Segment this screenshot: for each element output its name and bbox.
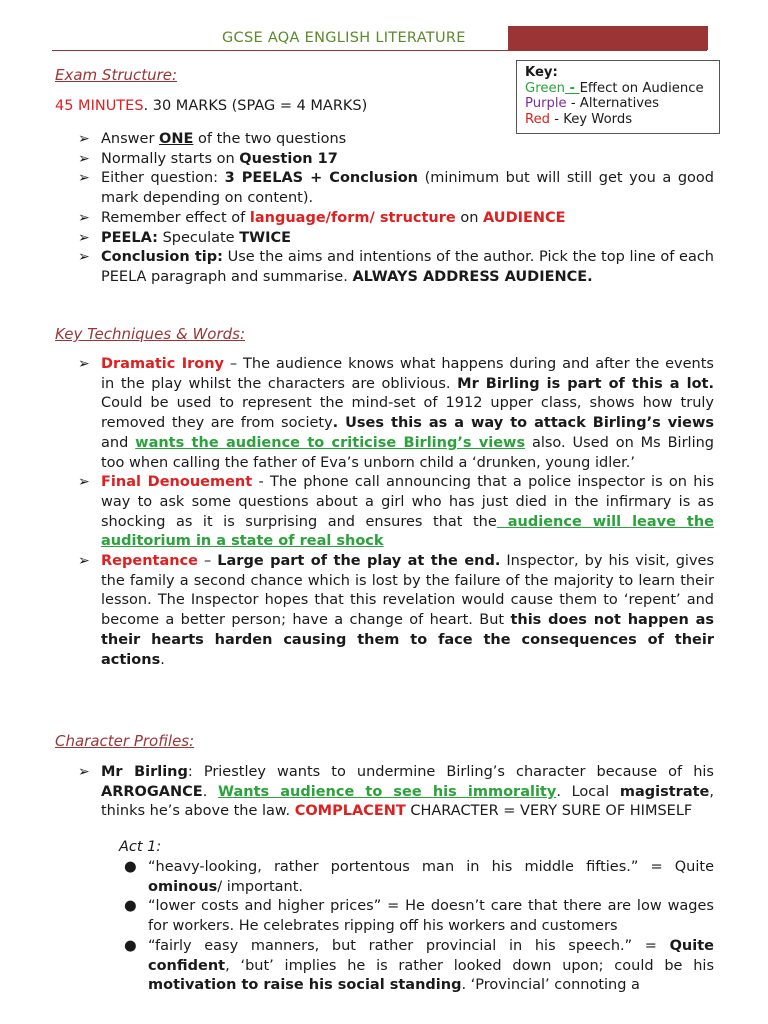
arrow-bullet-icon: ➢ — [78, 764, 90, 780]
list-item: ➢ Mr Birling: Priestley wants to undermine Birling’s character because of his ARROGANCE. Wants audience to see his immorality. Local magistrate, thinks he’s above the law. COMPLACENT CHARACTER = VERY SURE OF HIMSELF — [78, 764, 714, 820]
arrow-bullet-icon: ➢ — [78, 249, 90, 266]
list-item: ➢ Dramatic Irony – The audience knows what happens during and after the events in the play whilst the characters are oblivious. Mr Birling is part of this a lot. Could be used to represent the mind-set of 1912 upper class, shows how truly removed they are from society. Uses this as a way to attack Birling’s views and wants the audience to criticise Birling’s views also. Used on Ms Birling too when calling the father of Eva’s unborn child a ‘drunken, young idler.’ — [78, 356, 714, 471]
page-header — [52, 26, 707, 50]
list-item: ● “fairly easy manners, but rather provincial in his speech.” = Quite confident, ‘but’ implies he is rather looked down upon; could be his motivation to raise his social standing. ‘Provincial’ connoting a — [124, 937, 714, 994]
key-green-row — [525, 81, 711, 97]
quote-list — [120, 858, 714, 996]
exam-time-marks — [55, 98, 367, 114]
arrow-bullet-icon: ➢ — [78, 553, 90, 570]
key-purple-row — [525, 96, 711, 112]
character-list — [78, 763, 714, 822]
arrow-bullet-icon: ➢ — [78, 474, 90, 491]
header-rule — [52, 50, 707, 51]
key-green-label: Green — [525, 80, 565, 96]
bullet-dot-icon: ● — [124, 898, 137, 915]
key-green-text: Effect on Audience — [579, 80, 704, 96]
list-item: ● “lower costs and higher prices” = He doesn’t care that there are low wages for workers. He celebrates ripping off his workers and customers — [124, 898, 714, 935]
list-item: ➢ Conclusion tip: Use the aims and intentions of the author. Pick the top line of each PEELA paragraph and summarise. ALWAYS ADDRESS AUDIENCE. — [78, 249, 715, 285]
arrow-bullet-icon: ➢ — [78, 150, 90, 167]
key-purple-text: - Alternatives — [566, 96, 660, 112]
key-red-label: Red — [525, 112, 551, 128]
character-profiles-heading: Character Profiles: — [55, 732, 195, 750]
arrow-bullet-icon: ➢ — [78, 131, 90, 147]
arrow-bullet-icon: ➢ — [78, 229, 90, 246]
key-green-dash: - — [564, 80, 580, 96]
key-red-text: - Key Words — [550, 112, 633, 128]
exam-structure-list — [78, 130, 714, 288]
exam-marks: . 30 MARKS (SPAG = 4 MARKS) — [143, 98, 368, 114]
exam-time: 45 MINUTES — [55, 98, 144, 114]
list-item: ➢ Answer ONE of the two questions — [78, 130, 714, 150]
list-item: ● “heavy-looking, rather portentous man in his middle fifties.” = Quite ominous/ important. — [124, 859, 714, 895]
bullet-dot-icon: ● — [124, 859, 137, 875]
key-purple-label: Purple — [525, 96, 567, 112]
header-title: GCSE AQA ENGLISH LITERATURE — [222, 30, 466, 46]
list-item: ➢ Remember effect of language/form/ structure on AUDIENCE — [78, 209, 714, 229]
arrow-bullet-icon: ➢ — [78, 356, 90, 372]
list-item: ➢ Repentance – Large part of the play at the end. Inspector, by his visit, gives the family a second chance which is lost by the failure of the majority to learn their lesson. The Inspector hopes that this revelation would cause them to ‘repent’ and become a better person; have a change of heart. But this does not happen as their hearts harden causing them to face the consequences of their actions. — [78, 553, 715, 668]
bullet-dot-icon: ● — [124, 937, 137, 954]
list-item: ➢ Final Denouement - The phone call announcing that a police inspector is on his way to ask some questions about a girl who has just died in the infirmary is as shocking as it is surprising and ensures that the audience will leave the auditorium in a state of real shock — [78, 474, 715, 550]
arrow-bullet-icon: ➢ — [78, 209, 90, 226]
act-label: Act 1: — [119, 839, 162, 855]
exam-structure-heading: Exam Structure: — [55, 66, 178, 84]
techniques-list — [78, 355, 714, 670]
key-techniques-heading: Key Techniques & Words: — [55, 325, 246, 343]
key-title: Key: — [525, 65, 558, 80]
key-box — [516, 60, 720, 134]
list-item: ➢ Either question: 3 PEELAS + Conclusion (minimum but will still get you a good mark depending on content). — [78, 170, 714, 207]
list-item: ➢ PEELA: Speculate TWICE — [78, 229, 714, 249]
arrow-bullet-icon: ➢ — [78, 170, 90, 187]
key-red-row — [525, 112, 711, 128]
list-item: ➢ Normally starts on Question 17 — [78, 150, 714, 170]
header-color-bar — [508, 26, 708, 50]
